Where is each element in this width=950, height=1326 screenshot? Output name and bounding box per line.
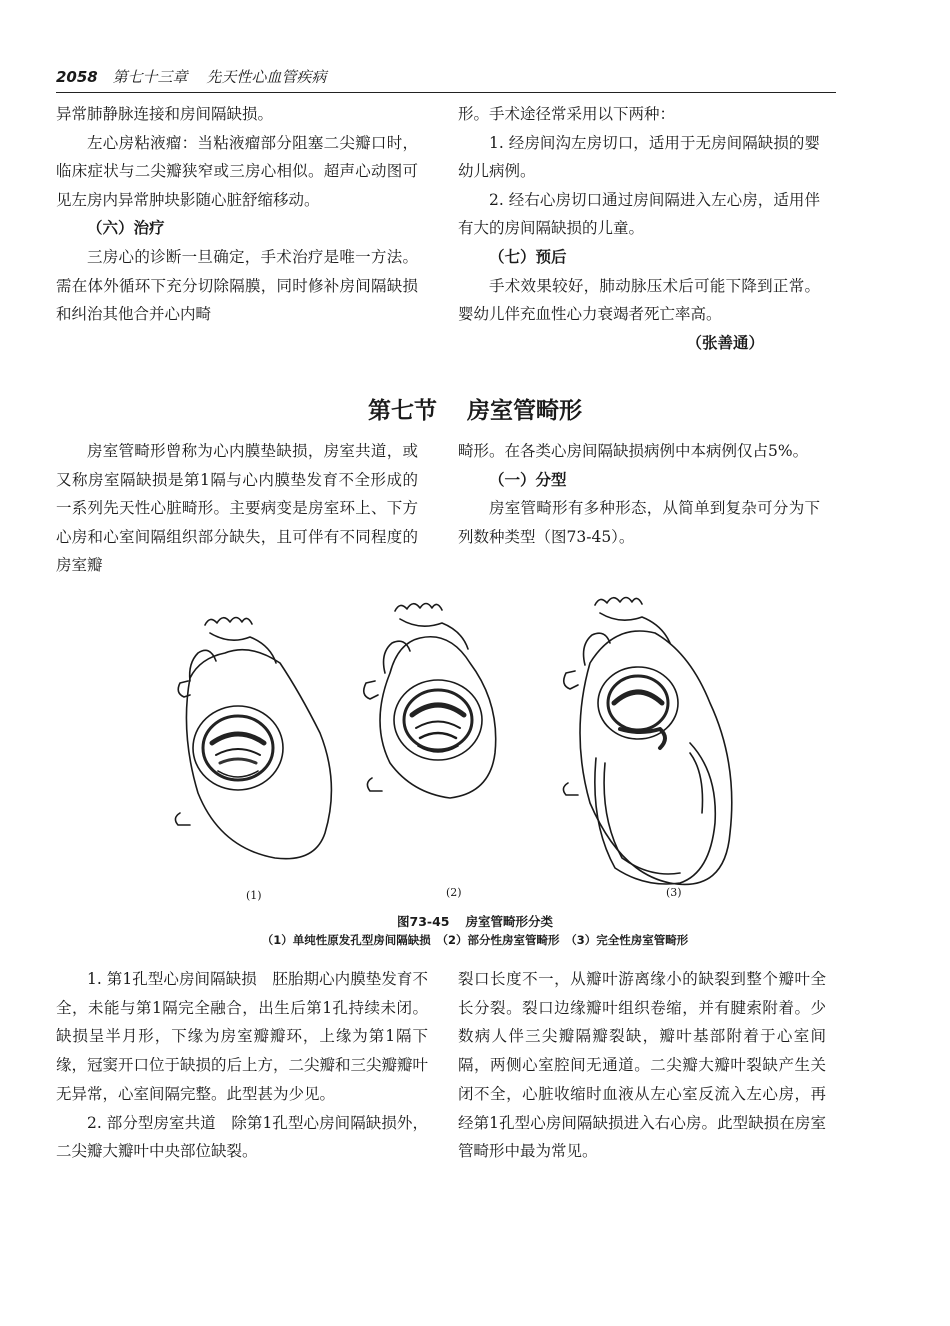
- paragraph: 1. 第1孔型心房间隔缺损 胚胎期心内膜垫发育不全，未能与第1隔完全融合，出生后第1孔持续未闭。缺损呈半月形，下缘为房室瓣瓣环，上缘为第1隔下缘，冠窦开口位于缺损的后上方，二尖瓣和三尖瓣瓣叶无异常，心室间隔完整。此型甚为少见。: [56, 970, 429, 1103]
- figure-number: 图73-45: [397, 914, 450, 929]
- paragraph: 裂口长度不一，从瓣叶游离缘小的缺裂到整个瓣叶全长分裂。裂口边缘瓣叶组织卷缩，并有腱索附着。少数病人伴三尖瓣隔瓣裂缺，瓣叶基部附着于心室间隔，两侧心室腔间无通道。二尖瓣大瓣叶裂缺产生关闭不全，心脏收缩时血液从左心室反流入左心房，再经第1孔型心房间隔缺损进入右心房。此型缺损在房室管畸形中最为常见。: [458, 970, 826, 1161]
- heart-diagram-3: [563, 598, 731, 885]
- subheading-prognosis: （七）预后: [489, 247, 567, 266]
- top-right-column: [458, 100, 820, 357]
- paragraph: 畸形。在各类心房间隔缺损病例中本病例仅占5%。: [458, 442, 809, 460]
- subheading-classification: （一）分型: [489, 470, 567, 489]
- panel-label-3: (3): [666, 886, 682, 899]
- figure-subcaption: （1）单纯性原发孔型房间隔缺损 （2）部分性房室管畸形 （3）完全性房室管畸形: [261, 933, 689, 947]
- section-name: 房室管畸形: [467, 398, 582, 424]
- running-header: [56, 66, 836, 90]
- figure-title: 房室管畸形分类: [465, 914, 553, 929]
- paragraph: 2. 部分型房室共道 除第1孔型心房间隔缺损外，二尖瓣大瓣叶中央部位缺裂。: [56, 1113, 428, 1161]
- paragraph: 2. 经右心房切口通过房间隔进入左心房，适用伴有大的房间隔缺损的儿童。: [458, 190, 820, 238]
- figure-caption: [0, 912, 950, 930]
- paragraph: 房室管畸形曾称为心内膜垫缺损，房室共道，或又称房室隔缺损是第1隔与心内膜垫发育不全形成的一系列先天性心脏畸形。主要病变是房室环上、下方心房和心室间隔组织部分缺失，且可伴有不同程度的房室瓣: [56, 442, 418, 575]
- panel-label-2: (2): [446, 886, 462, 899]
- section-title: [0, 392, 950, 425]
- paragraph: 1. 经房间沟左房切口，适用于无房间隔缺损的婴幼儿病例。: [458, 133, 820, 181]
- paragraph: 三房心的诊断一旦确定，手术治疗是唯一方法。需在体外循环下充分切除隔膜，同时修补房间隔缺损和纠治其他合并心内畸: [56, 247, 418, 324]
- bottom-left-column: [56, 965, 428, 1166]
- paragraph: 房室管畸形有多种形态，从简单到复杂可分为下列数种类型（图73-45）。: [458, 499, 820, 546]
- paragraph: 形。手术途径常采用以下两种：: [458, 105, 676, 123]
- paragraph: 手术效果较好，肺动脉压术后可能下降到正常。婴幼儿伴充血性心力衰竭者死亡率高。: [458, 276, 820, 324]
- subheading-treatment: （六）治疗: [87, 219, 165, 238]
- author-attribution: （张善通）: [686, 333, 764, 352]
- mid-left-column: [56, 437, 418, 580]
- chapter-subject: 先天性心血管疾病: [206, 68, 327, 86]
- chapter-title: 第七十三章: [112, 68, 188, 86]
- paragraph: 异常肺静脉连接和房间隔缺损。: [56, 105, 274, 123]
- top-left-column: [56, 100, 418, 329]
- mid-right-column: [458, 437, 820, 551]
- heart-illustrations: [150, 583, 770, 913]
- figure-73-45: [150, 583, 770, 913]
- heart-diagram-2: [364, 604, 496, 799]
- section-number: 第七节: [368, 398, 437, 424]
- bottom-right-column: [458, 965, 826, 1166]
- panel-label-1: (1): [246, 889, 262, 902]
- header-rule: [56, 92, 836, 93]
- heart-diagram-1: [175, 618, 331, 859]
- page-number: 2058: [56, 68, 98, 86]
- paragraph: 左心房粘液瘤：当粘液瘤部分阻塞二尖瓣口时，临床症状与二尖瓣狭窄或三房心相似。超声心动图可见左房内异常肿块影随心脏舒缩移动。: [56, 133, 418, 209]
